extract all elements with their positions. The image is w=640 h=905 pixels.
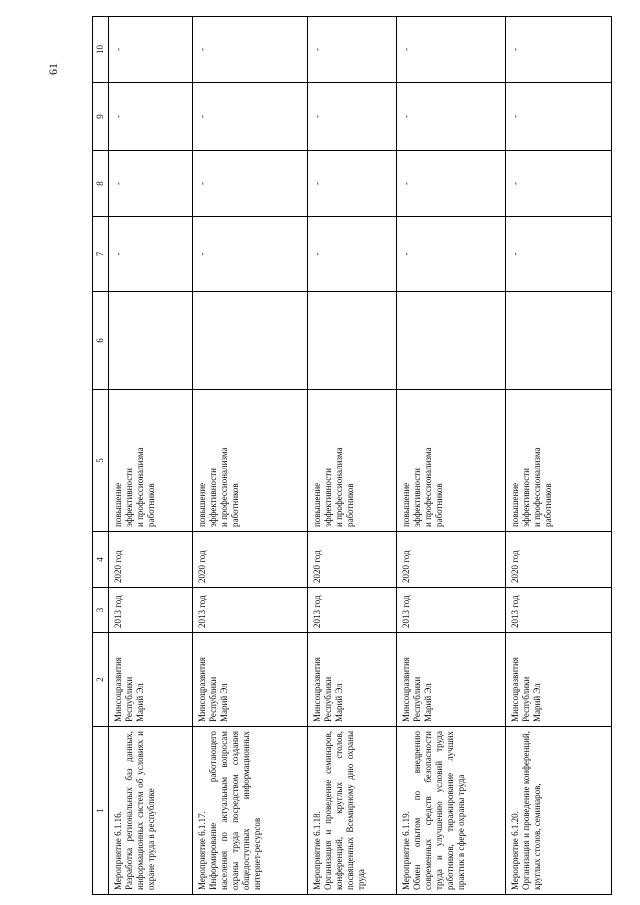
- end-year-cell: 2020 год: [308, 532, 397, 588]
- column-7-cell: -: [308, 217, 397, 292]
- executor-cell: Минсоцразвития Республики Марий Эл: [397, 633, 506, 727]
- table-row: [109, 17, 193, 895]
- start-year-cell: 2013 год: [397, 588, 506, 633]
- column-6-cell: [109, 292, 193, 390]
- measure-cell: Мероприятие 6.1.19. Обмен опытом по внедрению современных средств безопасности труда и улучшению условий труда работников, тиражирование лучших практик в сфере охраны труда: [397, 727, 506, 895]
- executor-cell: Минсоцразвития Республики Марий Эл: [193, 633, 308, 727]
- column-7-cell: -: [109, 217, 193, 292]
- column-number-header: 5: [93, 390, 109, 532]
- table-row: [506, 17, 612, 895]
- column-number-header: 6: [93, 292, 109, 390]
- executor-cell: Минсоцразвития Республики Марий Эл: [308, 633, 397, 727]
- measure-cell: Мероприятие 6.1.17. Информирование работающего населения по актуальным вопросам охраны труда посредством создания общедоступных информационных интернет-ресурсов: [193, 727, 308, 895]
- end-year-cell: 2020 год: [397, 532, 506, 588]
- column-number-header: 10: [93, 17, 109, 83]
- column-number-header: 4: [93, 532, 109, 588]
- page-number: 61: [46, 63, 60, 75]
- column-9-cell: -: [506, 83, 612, 151]
- column-8-cell: -: [193, 151, 308, 217]
- column-10-cell: -: [193, 17, 308, 83]
- column-8-cell: -: [109, 151, 193, 217]
- column-number-header-row: [93, 17, 109, 895]
- executor-cell: Минсоцразвития Республики Марий Эл: [506, 633, 612, 727]
- column-number-header: 9: [93, 83, 109, 151]
- expected-result-cell: повышение эффективности и профессионализма работников: [308, 390, 397, 532]
- expected-result-cell: повышение эффективности и профессионализма работников: [506, 390, 612, 532]
- column-7-cell: -: [193, 217, 308, 292]
- start-year-cell: 2013 год: [308, 588, 397, 633]
- table-row: [193, 17, 308, 895]
- end-year-cell: 2020 год: [506, 532, 612, 588]
- table-row: [308, 17, 397, 895]
- column-7-cell: -: [397, 217, 506, 292]
- column-8-cell: -: [308, 151, 397, 217]
- expected-result-cell: повышение эффективности и профессионализма работников: [193, 390, 308, 532]
- column-number-header: 2: [93, 633, 109, 727]
- expected-result-cell: повышение эффективности и профессионализма работников: [397, 390, 506, 532]
- column-6-cell: [506, 292, 612, 390]
- column-9-cell: -: [109, 83, 193, 151]
- column-10-cell: -: [308, 17, 397, 83]
- column-7-cell: -: [506, 217, 612, 292]
- measure-cell: Мероприятие 6.1.16. Разработка региональных баз данных, информационных систем об условиях и охране труда в республике: [109, 727, 193, 895]
- column-6-cell: [397, 292, 506, 390]
- column-number-header: 1: [93, 727, 109, 895]
- measures-table: [92, 16, 612, 895]
- start-year-cell: 2013 год: [506, 588, 612, 633]
- column-10-cell: -: [506, 17, 612, 83]
- start-year-cell: 2013 год: [193, 588, 308, 633]
- column-number-header: 7: [93, 217, 109, 292]
- table-row: [397, 17, 506, 895]
- column-number-header: 3: [93, 588, 109, 633]
- end-year-cell: 2020 год: [109, 532, 193, 588]
- column-6-cell: [308, 292, 397, 390]
- column-9-cell: -: [308, 83, 397, 151]
- column-10-cell: -: [397, 17, 506, 83]
- column-10-cell: -: [109, 17, 193, 83]
- measure-cell: Мероприятие 6.1.18. Организация и проведение семинаров, конференций, круглых столов, посвященных Всемирному дню охраны труда: [308, 727, 397, 895]
- column-6-cell: [193, 292, 308, 390]
- expected-result-cell: повышение эффективности и профессионализма работников: [109, 390, 193, 532]
- column-8-cell: -: [397, 151, 506, 217]
- column-number-header: 8: [93, 151, 109, 217]
- column-9-cell: -: [397, 83, 506, 151]
- start-year-cell: 2013 год: [109, 588, 193, 633]
- measure-cell: Мероприятие 6.1.20. Организация и проведение конференций, круглых столов, семинаров,: [506, 727, 612, 895]
- column-8-cell: -: [506, 151, 612, 217]
- executor-cell: Минсоцразвития Республики Марий Эл: [109, 633, 193, 727]
- end-year-cell: 2020 год: [193, 532, 308, 588]
- column-9-cell: -: [193, 83, 308, 151]
